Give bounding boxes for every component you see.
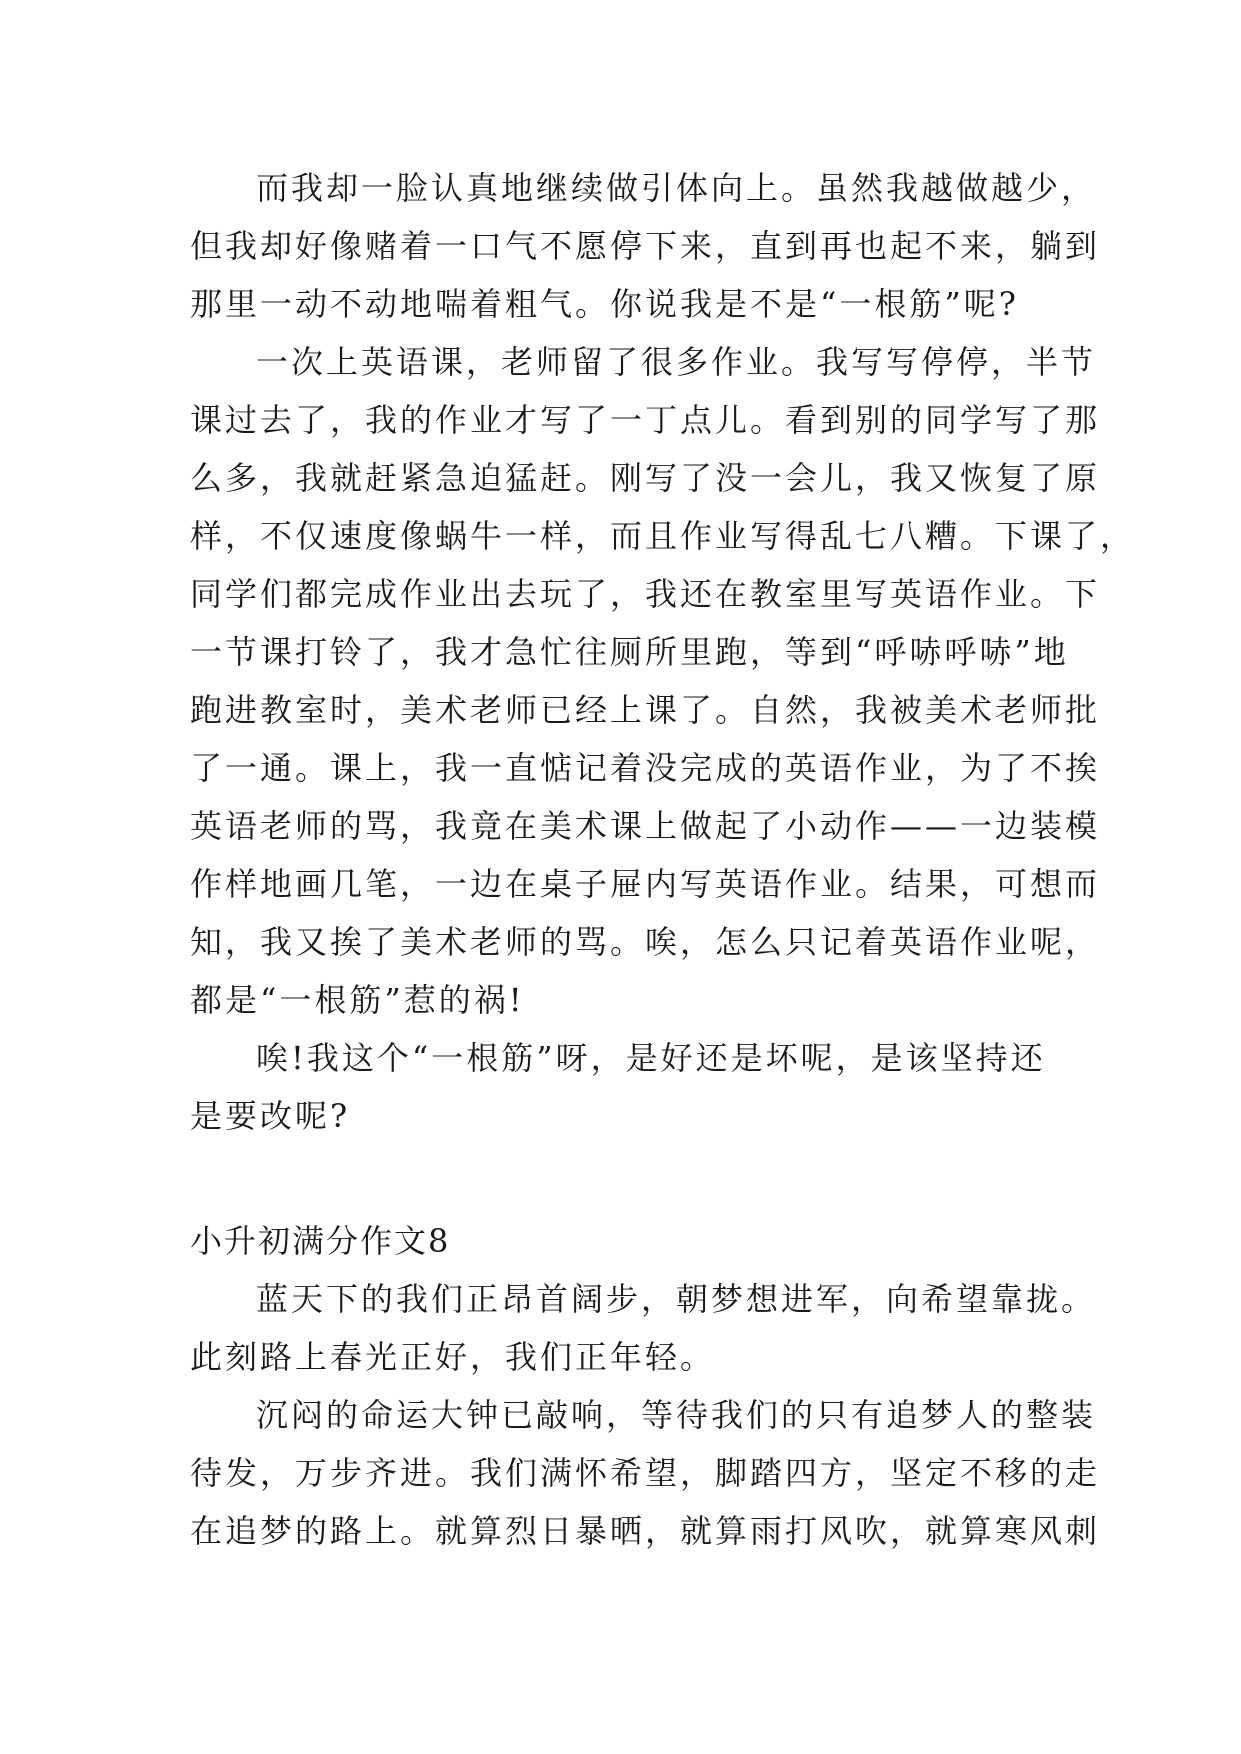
paragraph bbox=[190, 333, 1136, 1029]
text-line: 课过去了，我的作业才写了一丁点儿。看到别的同学写了那 bbox=[190, 401, 1101, 439]
text-line: 在追梦的路上。就算烈日暴晒，就算雨打风吹，就算寒风刺 bbox=[190, 1512, 1101, 1550]
text-line: 一次上英语课，老师留了很多作业。我写写停停，半节 bbox=[256, 343, 1097, 381]
paragraph bbox=[190, 159, 1101, 333]
text-line: 是要改呢? bbox=[190, 1097, 351, 1135]
text-line: 同学们都完成作业出去玩了，我还在教室里写英语作业。下 bbox=[190, 575, 1101, 613]
paragraph bbox=[190, 1270, 1097, 1386]
text-line: 一节课打铃了，我才急忙往厕所里跑，等到“呼哧呼哧”地 bbox=[190, 633, 1069, 671]
text-line: 而我却一脸认真地继续做引体向上。虽然我越做越少， bbox=[256, 169, 1097, 207]
section-heading: 小升初满分作文8 bbox=[190, 1222, 451, 1260]
text-line: 待发，万步齐进。我们满怀希望，脚踏四方，坚定不移的走 bbox=[190, 1454, 1101, 1492]
text-line: 此刻路上春光正好，我们正年轻。 bbox=[190, 1338, 716, 1376]
paragraph bbox=[190, 1386, 1101, 1560]
text-line: 但我却好像赌着一口气不愿停下来，直到再也起不来，躺到 bbox=[190, 227, 1101, 265]
text-line: 了一通。课上，我一直惦记着没完成的英语作业，为了不挨 bbox=[190, 749, 1101, 787]
essay-section-1 bbox=[190, 159, 1136, 1145]
essay-section-2 bbox=[190, 1212, 1101, 1560]
text-line: 沉闷的命运大钟已敲响，等待我们的只有追梦人的整装 bbox=[256, 1396, 1097, 1434]
text-line: 唉!我这个“一根筋”呀，是好还是坏呢，是该坚持还 bbox=[256, 1039, 1046, 1077]
text-line: 么多，我就赶紧急迫猛赶。刚写了没一会儿，我又恢复了原 bbox=[190, 459, 1101, 497]
text-line: 作样地画几笔，一边在桌子屉内写英语作业。结果，可想而 bbox=[190, 865, 1101, 903]
text-line: 样，不仅速度像蜗牛一样，而且作业写得乱七八糟。下课了， bbox=[190, 517, 1136, 555]
text-line: 跑进教室时，美术老师已经上课了。自然，我被美术老师批 bbox=[190, 691, 1101, 729]
text-line: 知，我又挨了美术老师的骂。唉，怎么只记着英语作业呢， bbox=[190, 923, 1101, 961]
paragraph bbox=[190, 1029, 1065, 1145]
text-line: 那里一动不动地喘着粗气。你说我是不是“一根筋”呢? bbox=[190, 285, 1019, 323]
text-line: 蓝天下的我们正昂首阔步，朝梦想进军，向希望靠拢。 bbox=[256, 1280, 1097, 1318]
text-line: 英语老师的骂，我竟在美术课上做起了小动作——一边装模 bbox=[190, 807, 1101, 845]
text-line: 都是“一根筋”惹的祸! bbox=[190, 981, 525, 1019]
